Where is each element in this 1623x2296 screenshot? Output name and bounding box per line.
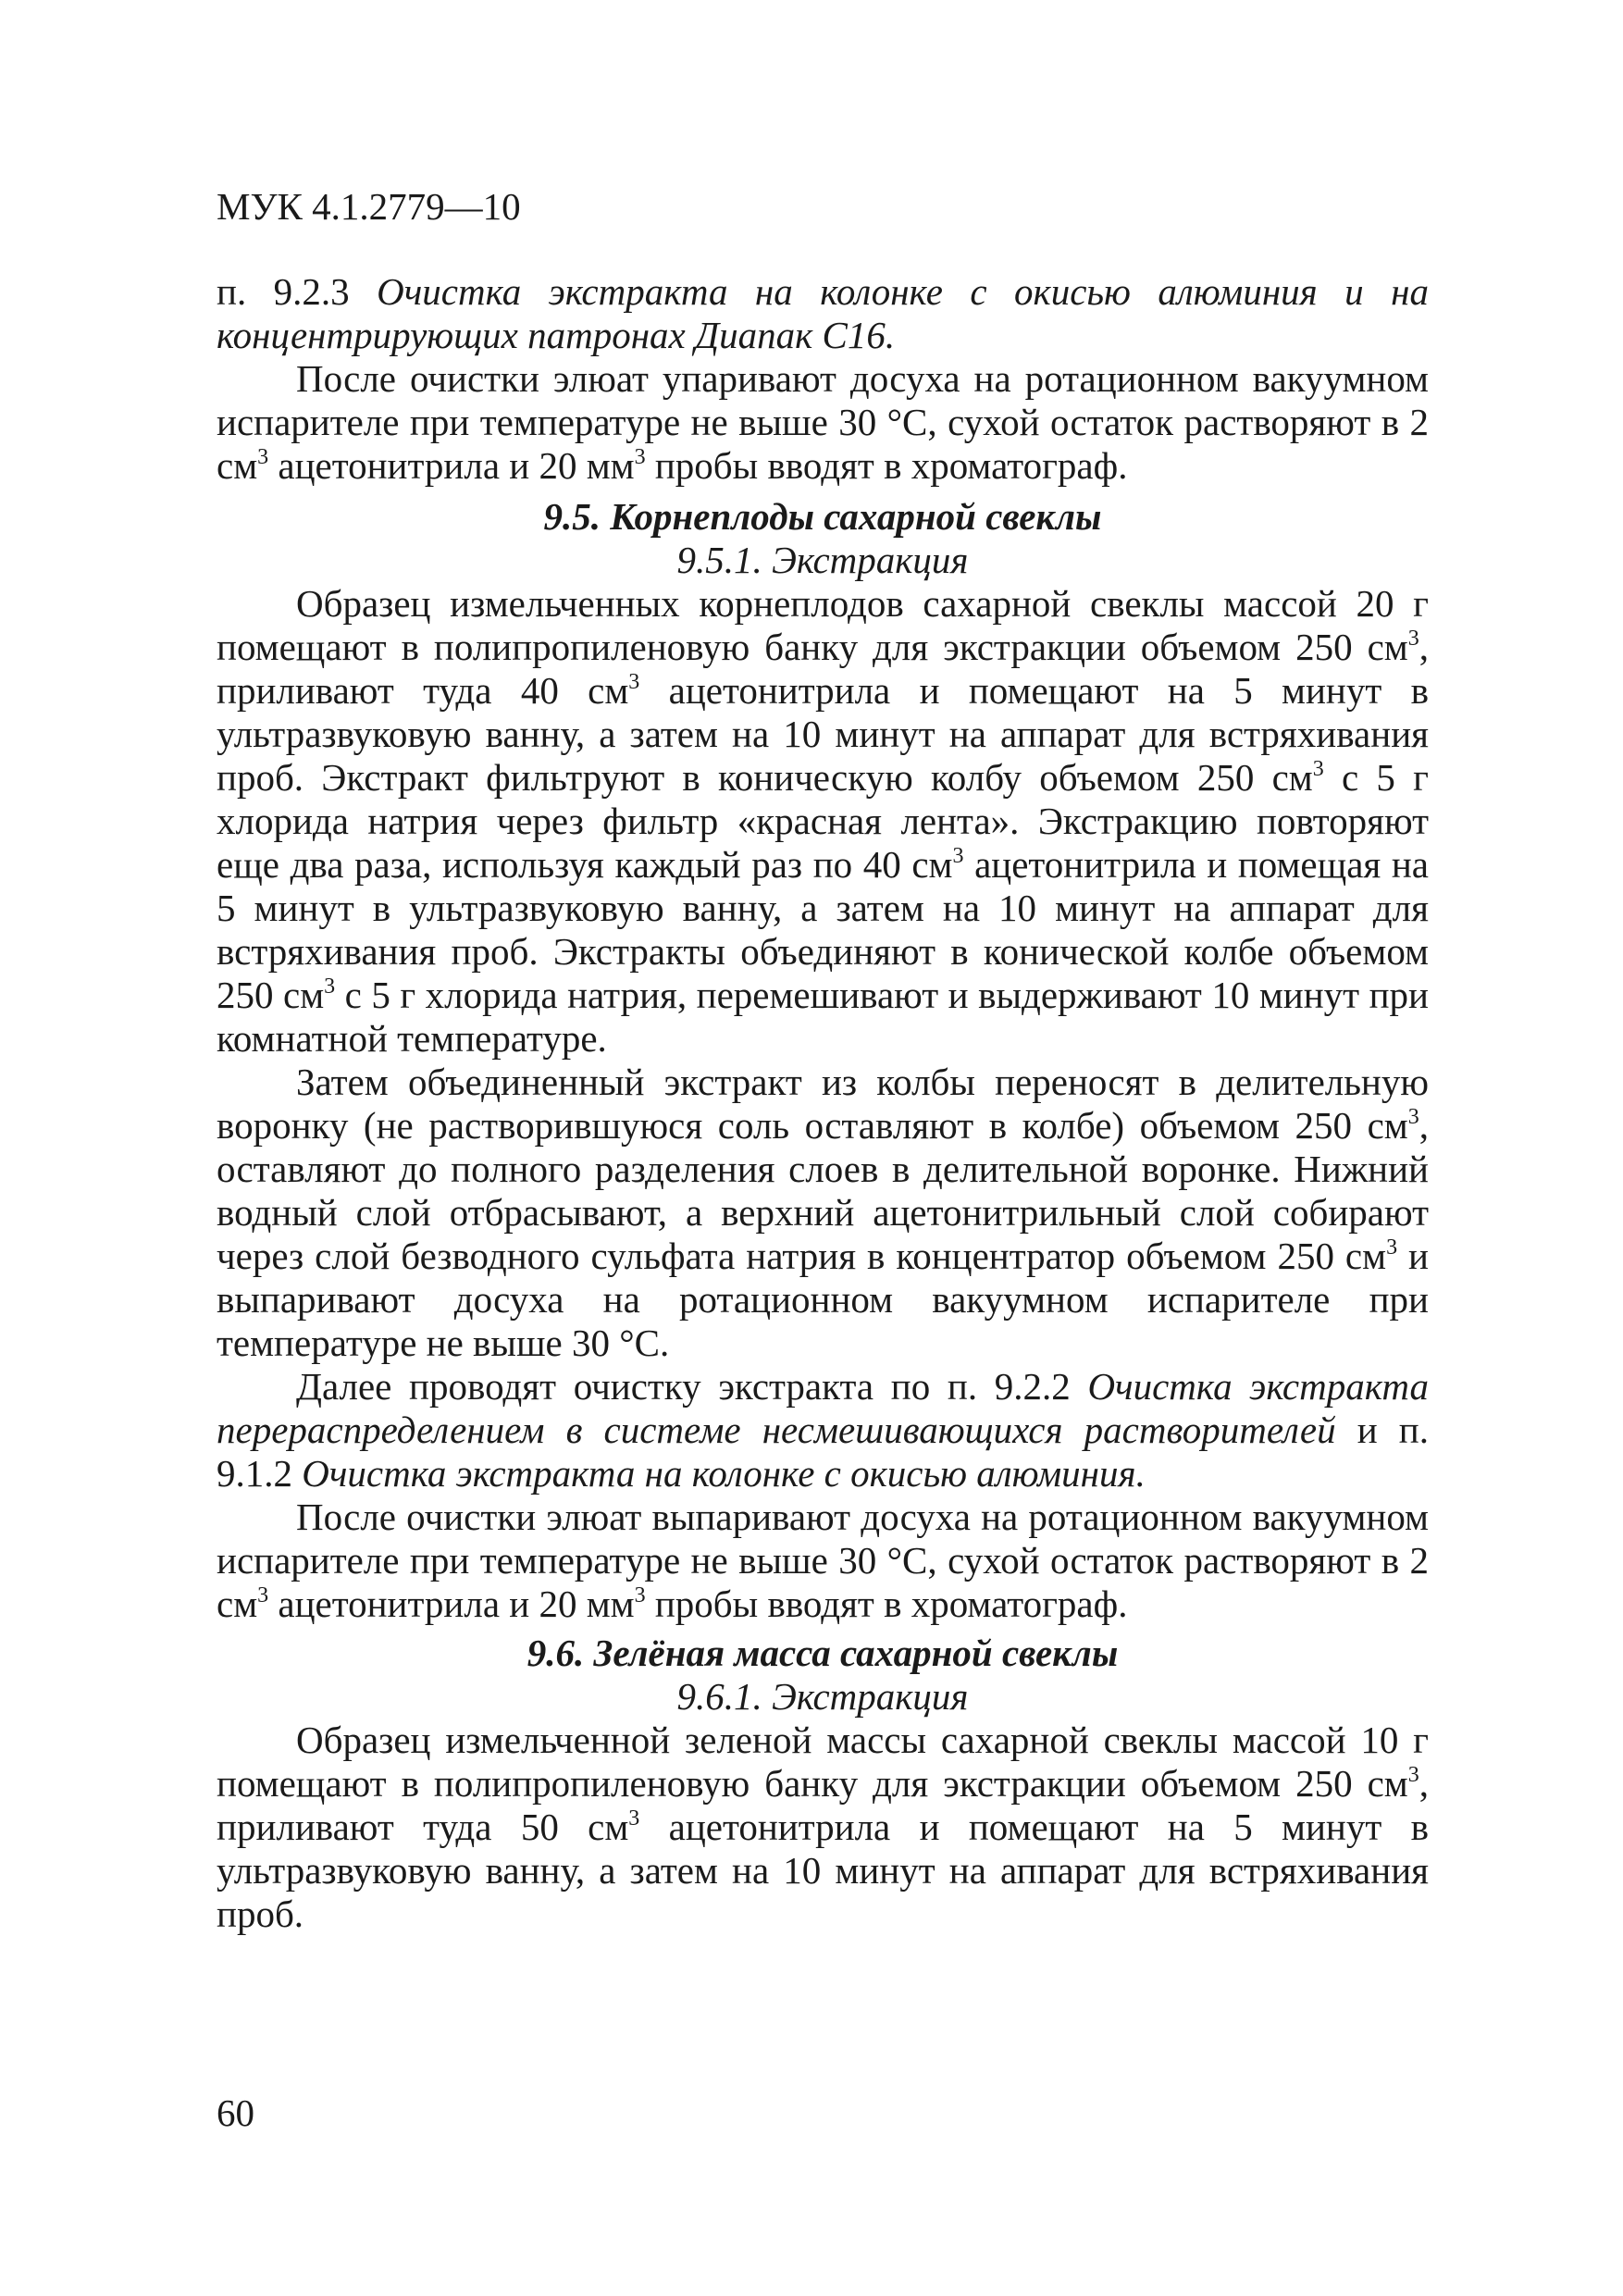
italic-ref-title: Очистка экстракта перераспределением в системе несмешивающихся растворителей — [217, 1365, 1429, 1451]
text-run: с 5 г хлорида натрия через фильтр «красная лента». Экстракцию повторяют еще два раза, используя каждый раз по 40 см — [217, 756, 1429, 886]
superscript: 3 — [257, 445, 269, 469]
superscript: 3 — [1407, 627, 1419, 651]
page-number: 60 — [217, 2091, 254, 2134]
section-title-9-6: 9.6. Зелёная масса сахарной свеклы — [527, 1632, 1119, 1674]
text-run: Образец измельченных корнеплодов сахарной свеклы массой 20 г помещают в полипропиленовую банку для экстракции объемом 250 см — [217, 582, 1429, 668]
text-run: ацетонитрила и помещают на 5 минут в ультразвуковую ванну, а затем на 10 минут на аппарат для встряхивания проб. — [217, 1806, 1429, 1935]
text-run: пробы вводят в хроматограф. — [645, 444, 1128, 487]
paragraph-cleanup-refs — [217, 1365, 1429, 1496]
text-run: с 5 г хлорида натрия, перемешивают и выдерживают 10 минут при комнатной температуре. — [217, 974, 1429, 1060]
section-title-9-5: 9.5. Корнеплоды сахарной свеклы — [543, 495, 1102, 538]
ref-text: п. 9.2.3 — [217, 270, 378, 313]
paragraph-extraction-greens — [217, 1719, 1429, 1936]
superscript: 3 — [1407, 1105, 1419, 1129]
text-run: ацетонитрила и 20 мм — [268, 1582, 635, 1625]
text-run: Далее проводят очистку экстракта по п. 9.2.2 — [296, 1365, 1088, 1408]
superscript: 3 — [257, 1583, 269, 1607]
text-run: Образец измельченной зеленой массы сахарной свеклы массой 10 г помещают в полипропиленовую банку для экстракции объемом 250 см — [217, 1719, 1429, 1805]
subsection-title-9-5-1: 9.5.1. Экстракция — [676, 539, 969, 581]
text-run: ацетонитрила и помещают на 5 минут в ультразвуковую ванну, а затем на 10 минут на аппарат для встряхивания проб. Экстракт фильтруют в коническую колбу объемом 250 см — [217, 669, 1429, 799]
superscript: 3 — [1407, 1763, 1419, 1787]
superscript: 3 — [1386, 1235, 1398, 1260]
paragraph-evaporation-1 — [217, 357, 1429, 488]
paragraph-ref-923 — [217, 270, 1429, 357]
superscript: 3 — [952, 844, 964, 868]
superscript: 3 — [634, 445, 646, 469]
paragraph-extraction-roots — [217, 582, 1429, 1061]
text-run: пробы вводят в хроматограф. — [645, 1582, 1128, 1625]
italic-ref-title: Очистка экстракта на колонке с окисью алюминия. — [302, 1452, 1146, 1495]
page-body — [217, 270, 1429, 1936]
ref-italic-title: Очистка экстракта на колонке с окисью алюминия и на концентрирующих патронах Диапак С16. — [217, 270, 1429, 356]
superscript: 3 — [628, 1806, 640, 1831]
superscript: 3 — [1312, 757, 1324, 781]
text-run: , оставляют до полного разделения слоев в делительной воронке. Нижний водный слой отбрасывают, а верхний ацетонитрильный слой собирают через слой безводного сульфата натрия в концентратор объемом 250 см — [217, 1104, 1429, 1277]
text-run: После очистки элюат упаривают досуха на ротационном вакуумном испарителе при температуре не выше 30 °С, сухой остаток растворяют в 2 см — [217, 357, 1429, 487]
subsection-title-9-6-1: 9.6.1. Экстракция — [676, 1675, 969, 1718]
text-run: и п. 9.1.2 — [217, 1409, 1429, 1495]
superscript: 3 — [628, 670, 640, 694]
document-code-header: МУК 4.1.2779—10 — [217, 185, 521, 228]
text-run: ацетонитрила и помещая на 5 минут в ультразвуковую ванну, а затем на 10 минут на аппарат для встряхивания проб. Экстракты объединяют в конической колбе объемом 250 см — [217, 843, 1429, 1016]
text-run: ацетонитрила и 20 мм — [268, 444, 635, 487]
text-run: , приливают туда 50 см — [217, 1762, 1429, 1848]
text-run: Затем объединенный экстракт из колбы переносят в делительную воронку (не растворившуюся соль оставляют в колбе) объемом 250 см — [217, 1061, 1429, 1147]
superscript: 3 — [634, 1583, 646, 1607]
text-run: , приливают туда 40 см — [217, 626, 1429, 712]
paragraph-separation — [217, 1061, 1429, 1365]
text-run: и выпаривают досуха на ротационном вакуумном испарителе при температуре не выше 30 °С. — [217, 1235, 1429, 1364]
paragraph-evaporation-2 — [217, 1496, 1429, 1626]
superscript: 3 — [324, 974, 336, 999]
text-run: После очистки элюат выпаривают досуха на ротационном вакуумном испарителе при температуре не выше 30 °С, сухой остаток растворяют в 2 см — [217, 1496, 1429, 1625]
